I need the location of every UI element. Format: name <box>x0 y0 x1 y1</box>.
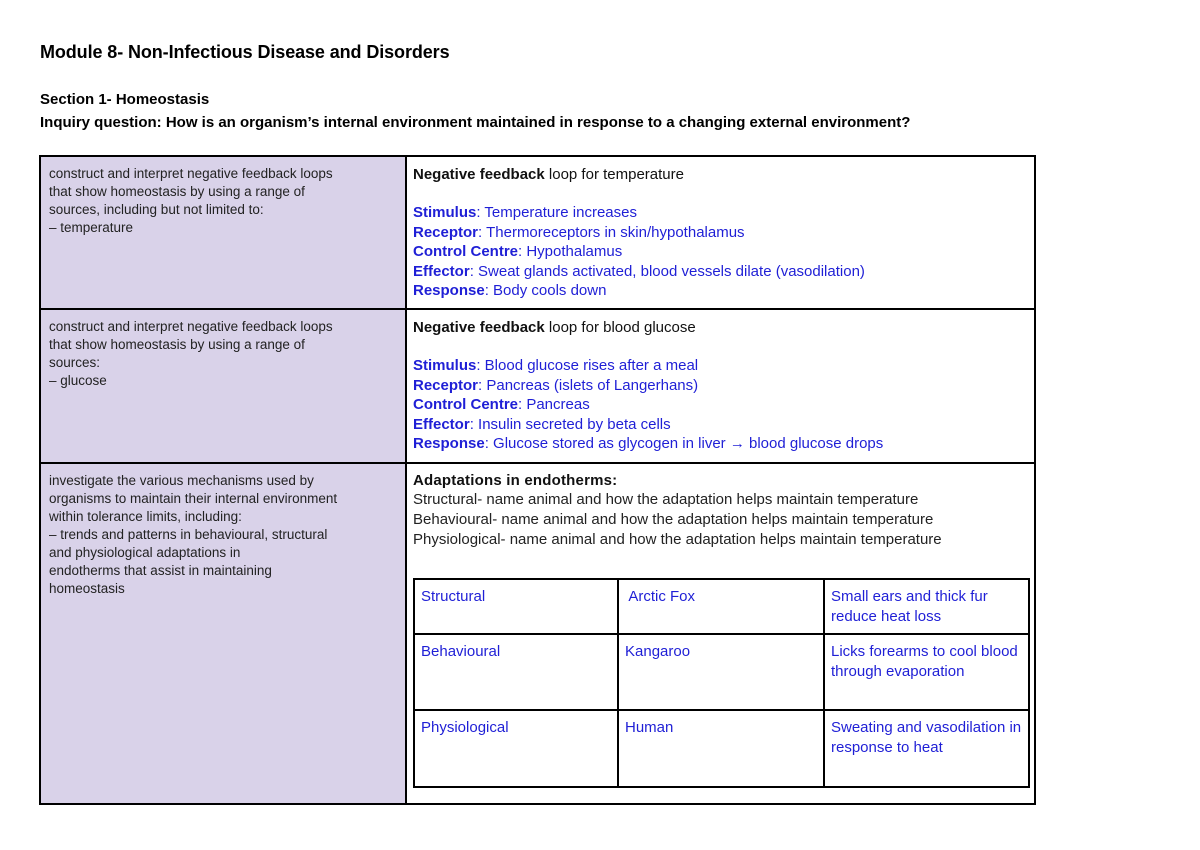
table-row <box>40 156 1035 309</box>
loop-step <box>413 281 1028 301</box>
outcome-cell <box>40 309 406 463</box>
adaptation-animal: Arctic Fox <box>618 579 824 634</box>
outcome-line: sources, including but not limited to: <box>49 202 264 217</box>
loop-step-value: : Body cools down <box>484 282 607 299</box>
loop-step-value: : Hypothalamus <box>518 243 623 260</box>
loop-step-value: : Sweat glands activated, blood vessels dilate (vasodilation) <box>469 262 865 280</box>
adaptation-description: Licks forearms to cool blood through evaporation <box>824 634 1029 710</box>
outcome-line: construct and interpret negative feedback loops <box>49 319 333 334</box>
loop-heading <box>413 165 1028 184</box>
answer-cell <box>406 463 1035 804</box>
loop-step <box>413 434 1028 454</box>
adaptation-description: Small ears and thick fur reduce heat loss <box>824 579 1029 634</box>
loop-heading-rest: loop for temperature <box>544 166 684 183</box>
answer-cell <box>406 309 1035 463</box>
outcome-line: – trends and patterns in behavioural, structural <box>49 527 328 542</box>
loop-step-value: : Glucose stored as glycogen in liver → blood glucose drops <box>484 435 884 452</box>
adaptation-animal: Human <box>618 710 824 787</box>
table-row <box>40 309 1035 463</box>
loop-step-label: Receptor <box>413 376 479 394</box>
loop-step-value: : Pancreas <box>518 396 590 413</box>
loop-step <box>413 203 1028 223</box>
adaptation-row <box>414 579 1029 634</box>
loop-step-label: Response <box>413 282 485 299</box>
adaptations-table <box>413 578 1030 788</box>
outcome-cell <box>40 463 406 804</box>
outcome-line: investigate the various mechanisms used by <box>49 473 314 488</box>
adaptation-description: Sweating and vasodilation in response to heat <box>824 710 1029 787</box>
loop-step-value: : Insulin secreted by beta cells <box>469 415 671 433</box>
adaptation-prompt: Behavioural- name animal and how the adaptation helps maintain temperature <box>413 511 934 528</box>
adaptation-row <box>414 634 1029 710</box>
loop-step <box>413 395 1028 415</box>
syllabus-table <box>39 155 1036 805</box>
adaptation-prompt: Structural- name animal and how the adaptation helps maintain temperature <box>413 491 919 508</box>
loop-step <box>413 415 1028 435</box>
loop-step-label: Stimulus <box>413 204 477 221</box>
outcome-line: construct and interpret negative feedback loops <box>49 166 333 181</box>
adaptation-animal: Kangaroo <box>618 634 824 710</box>
inquiry-question: Inquiry question: How is an organism’s internal environment maintained in response to a changing external environment? <box>40 114 911 131</box>
loop-step-value: : Pancreas (islets of Langerhans) <box>478 376 699 394</box>
loop-step-label: Effector <box>413 262 470 280</box>
loop-step-label: Receptor <box>413 223 479 241</box>
page-title: Module 8- Non-Infectious Disease and Disorders <box>40 42 450 62</box>
outcome-text <box>41 157 405 245</box>
loop-step <box>413 223 1028 243</box>
outcome-line: that show homeostasis by using a range of <box>49 184 305 199</box>
loop-step-label: Control Centre <box>413 243 518 260</box>
loop-heading-bold: Negative feedback <box>413 319 545 336</box>
table-row <box>40 463 1035 804</box>
section-heading: Section 1- Homeostasis <box>40 91 210 108</box>
loop-step <box>413 262 1028 282</box>
answer-cell <box>406 156 1035 309</box>
outcome-line: sources: <box>49 355 101 370</box>
adaptation-type: Behavioural <box>414 634 618 710</box>
loop-step-value: : Temperature increases <box>476 204 637 221</box>
loop-heading-bold: Negative feedback <box>413 166 545 183</box>
outcome-line: – glucose <box>49 373 107 388</box>
adaptations-heading: Adaptations in endotherms: <box>413 472 618 489</box>
loop-step-label: Stimulus <box>413 357 477 374</box>
outcome-cell <box>40 156 406 309</box>
outcome-text <box>41 464 405 606</box>
adaptation-row <box>414 710 1029 787</box>
outcome-line: homeostasis <box>49 581 125 596</box>
loop-step-label: Control Centre <box>413 396 518 413</box>
loop-step-value: : Thermoreceptors in skin/hypothalamus <box>478 223 745 241</box>
outcome-line: within tolerance limits, including: <box>49 509 242 524</box>
loop-step <box>413 356 1028 376</box>
loop-heading <box>413 318 1028 337</box>
loop-step-value: : Blood glucose rises after a meal <box>476 357 699 374</box>
outcome-line: that show homeostasis by using a range of <box>49 337 305 352</box>
outcome-line: endotherms that assist in maintaining <box>49 563 272 578</box>
outcome-text <box>41 310 405 398</box>
loop-step-label: Response <box>413 435 485 452</box>
loop-step-label: Effector <box>413 415 470 433</box>
outcome-line: and physiological adaptations in <box>49 545 241 560</box>
adaptation-prompt: Physiological- name animal and how the adaptation helps maintain temperature <box>413 531 942 548</box>
outcome-line: – temperature <box>49 220 134 235</box>
loop-heading-rest: loop for blood glucose <box>544 319 696 336</box>
adaptation-type: Physiological <box>414 710 618 787</box>
adaptation-type: Structural <box>414 579 618 634</box>
loop-step <box>413 242 1028 262</box>
loop-step <box>413 376 1028 396</box>
outcome-line: organisms to maintain their internal environment <box>49 491 338 506</box>
